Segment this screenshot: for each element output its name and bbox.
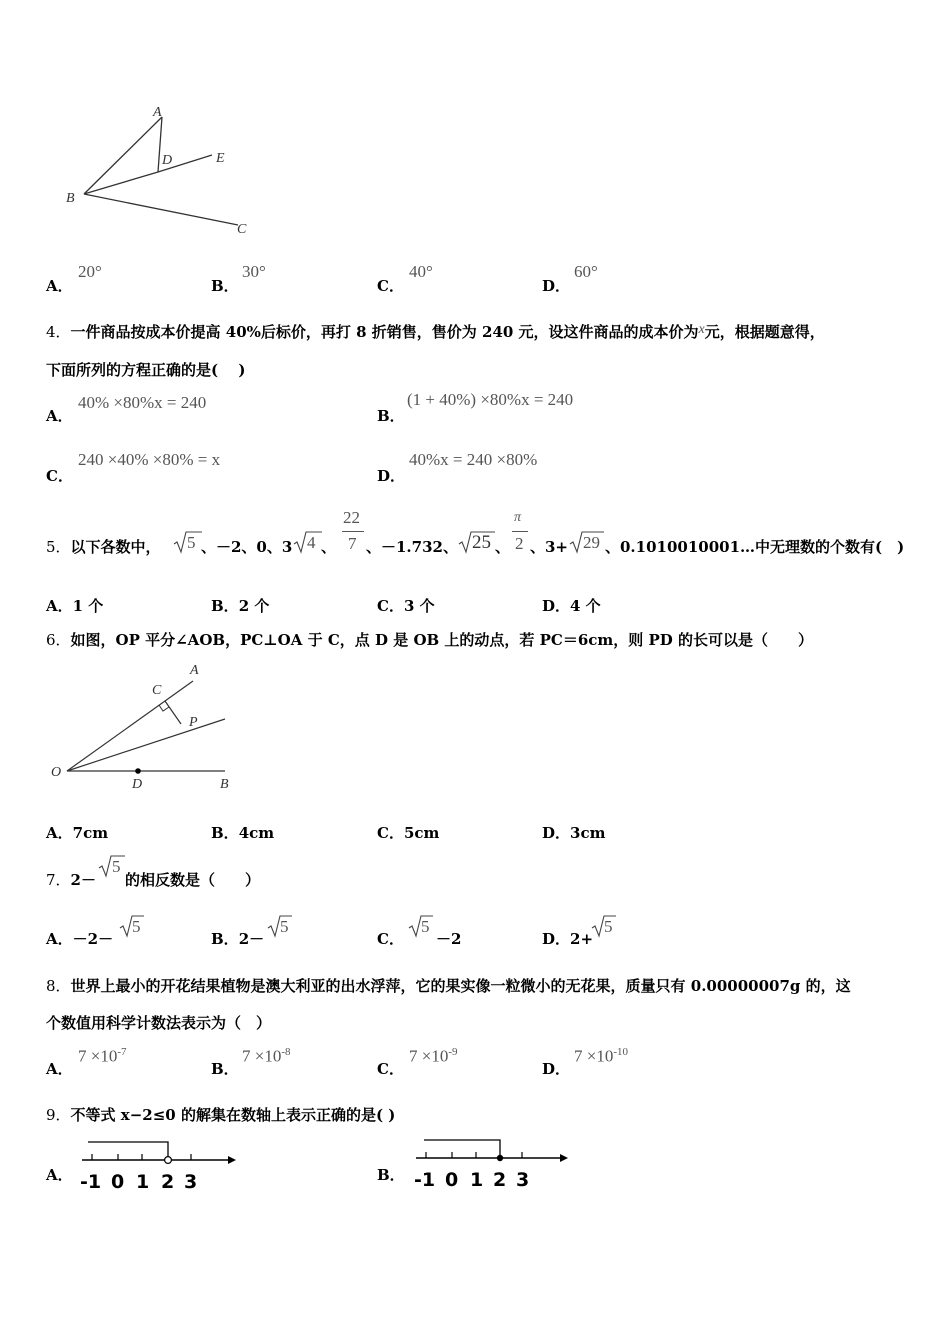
tick-b-3: 1: [470, 1169, 484, 1191]
q5-sqrt5: 5: [187, 533, 196, 552]
label-e: E: [216, 151, 225, 166]
tick-a-1: -1: [80, 1171, 102, 1193]
q5-sep2: 、: [495, 538, 511, 556]
q8-option-a[interactable]: A．: [46, 1060, 73, 1078]
q8-option-c-value: $7 \times 10^{-9}$: [409, 1046, 458, 1066]
q5-frac-den: 7: [348, 534, 357, 553]
tick-b-4: 2: [493, 1169, 507, 1191]
q4-option-d-value: 40%x = 240 ×80%: [409, 450, 538, 469]
tick-a-4: 2: [161, 1171, 175, 1193]
q8-line2: 个数值用科学计数法表示为（ ）: [46, 1014, 272, 1032]
q7-option-a[interactable]: A．－2－: [46, 930, 114, 948]
q5-mid1: 、－2、0、3: [201, 538, 293, 556]
label-c: C: [237, 222, 247, 237]
q7d-radicand: 5: [604, 917, 613, 936]
q5-option-c[interactable]: C．3 个: [377, 597, 435, 615]
q8-option-b-value: $7 \times 10^{-8}$: [242, 1046, 291, 1066]
q5-frac-num: 22: [343, 508, 360, 527]
q5-frac-bar: [342, 531, 364, 532]
q7-post: 的相反数是（ ）: [125, 871, 261, 889]
label-p: P: [189, 715, 198, 730]
q4-option-a-value: 40% ×80%x = 240: [78, 393, 207, 412]
label-c: C: [152, 683, 162, 698]
q7-radicand: 5: [112, 857, 121, 876]
q4-option-b-value: (1 + 40%) ×80%x = 240: [407, 390, 574, 409]
q9-stem: 9．不等式 x−2≤0 的解集在数轴上表示正确的是( ): [46, 1106, 396, 1124]
q3-option-c-value: 40°: [409, 262, 433, 281]
q4-option-b[interactable]: B．: [377, 407, 405, 425]
q7-option-d[interactable]: D．2+: [542, 930, 594, 948]
q3-option-a[interactable]: A．: [46, 277, 73, 295]
q5-sep1: 、: [321, 538, 337, 556]
triangle-figure: [60, 100, 260, 240]
q3-option-a-value: 20°: [78, 262, 102, 281]
q5-sqrt4: 4: [307, 533, 316, 552]
q9-option-a[interactable]: A．: [46, 1166, 73, 1184]
label-b: B: [66, 191, 75, 206]
q6-option-d[interactable]: D．3cm: [542, 824, 606, 842]
label-d: D: [162, 153, 173, 168]
label-b: B: [220, 777, 229, 792]
q5-option-a[interactable]: A．1 个: [46, 597, 104, 615]
q6-option-c[interactable]: C．5cm: [377, 824, 440, 842]
q8-line1: 8．世界上最小的开花结果植物是澳大利亚的出水浮萍，它的果实像一粒微小的无花果，质量只有 0.00000007g 的，这: [46, 977, 851, 995]
number-line-a: [78, 1138, 238, 1198]
q7a-radicand: 5: [132, 917, 141, 936]
q4-line2: 下面所列的方程正确的是( ): [46, 361, 246, 379]
q5-prefix: 5．以下各数中，: [46, 538, 161, 556]
q3-option-d-value: 60°: [574, 262, 598, 281]
q5-pi-num: π: [514, 510, 522, 525]
q5-post: 、0.1010010001…中无理数的个数有( ): [605, 538, 905, 556]
q8-option-d-value: $7 \times 10^{-10}$: [574, 1046, 629, 1066]
q5-mid3: 、3+: [530, 538, 569, 556]
q5-option-b[interactable]: B．2 个: [211, 597, 270, 615]
q4-line1: 4．一件商品按成本价提高 40%后标价，再打 8 折销售，售价为 240 元，设这件商品的成本价为x元，根据题意得，: [46, 322, 825, 341]
q4-option-c-value: 240 ×40% ×80% = x: [78, 450, 221, 469]
q7-radical-icon: [97, 854, 125, 880]
q5-mid2: 、－1.732、: [366, 538, 458, 556]
label-a: A: [190, 663, 199, 678]
tick-a-5: 3: [184, 1171, 198, 1193]
q3-option-b[interactable]: B．: [211, 277, 239, 295]
label-d: D: [132, 777, 143, 792]
angle-bisector-figure: [45, 660, 245, 795]
q8-option-c[interactable]: C．: [377, 1060, 404, 1078]
q5-pi-den: 2: [515, 534, 524, 553]
q3-option-d[interactable]: D．: [542, 277, 571, 295]
q4-option-a[interactable]: A．: [46, 407, 73, 425]
label-a: A: [153, 105, 162, 120]
q6-option-b[interactable]: B．4cm: [211, 824, 275, 842]
tick-a-3: 1: [136, 1171, 150, 1193]
q7c-post: －2: [436, 930, 462, 948]
tick-b-2: 0: [445, 1169, 459, 1191]
q3-option-b-value: 30°: [242, 262, 266, 281]
q7-option-b[interactable]: B．2－: [211, 930, 265, 948]
q4-option-c[interactable]: C．: [46, 467, 73, 485]
q8-option-b[interactable]: B．: [211, 1060, 239, 1078]
q5-pi-bar: [512, 531, 528, 532]
tick-b-5: 3: [516, 1169, 530, 1191]
q9-option-b[interactable]: B．: [377, 1166, 405, 1184]
q7-num: 7．2－: [46, 871, 96, 889]
q5-sqrt29: 29: [583, 533, 600, 552]
q7-option-c[interactable]: C．: [377, 930, 404, 948]
q4-option-d[interactable]: D．: [377, 467, 406, 485]
tick-b-1: -1: [414, 1169, 436, 1191]
number-line-b: [412, 1134, 572, 1194]
q6-option-a[interactable]: A．7cm: [46, 824, 109, 842]
label-o: O: [51, 765, 62, 780]
q8-option-a-value: $7 \times 10^{-7}$: [78, 1046, 127, 1066]
q5-option-d[interactable]: D．4 个: [542, 597, 601, 615]
q8-option-d[interactable]: D．: [542, 1060, 571, 1078]
q6-stem: 6．如图，OP 平分∠AOB，PC⊥OA 于 C，点 D 是 OB 上的动点，若 PC＝6cm，则 PD 的长可以是（ ）: [46, 631, 814, 649]
q3-option-c[interactable]: C．: [377, 277, 404, 295]
tick-a-2: 0: [111, 1171, 125, 1193]
q5-sqrt25: 25: [472, 532, 491, 553]
q7b-radicand: 5: [280, 917, 289, 936]
q7c-radicand: 5: [421, 917, 430, 936]
